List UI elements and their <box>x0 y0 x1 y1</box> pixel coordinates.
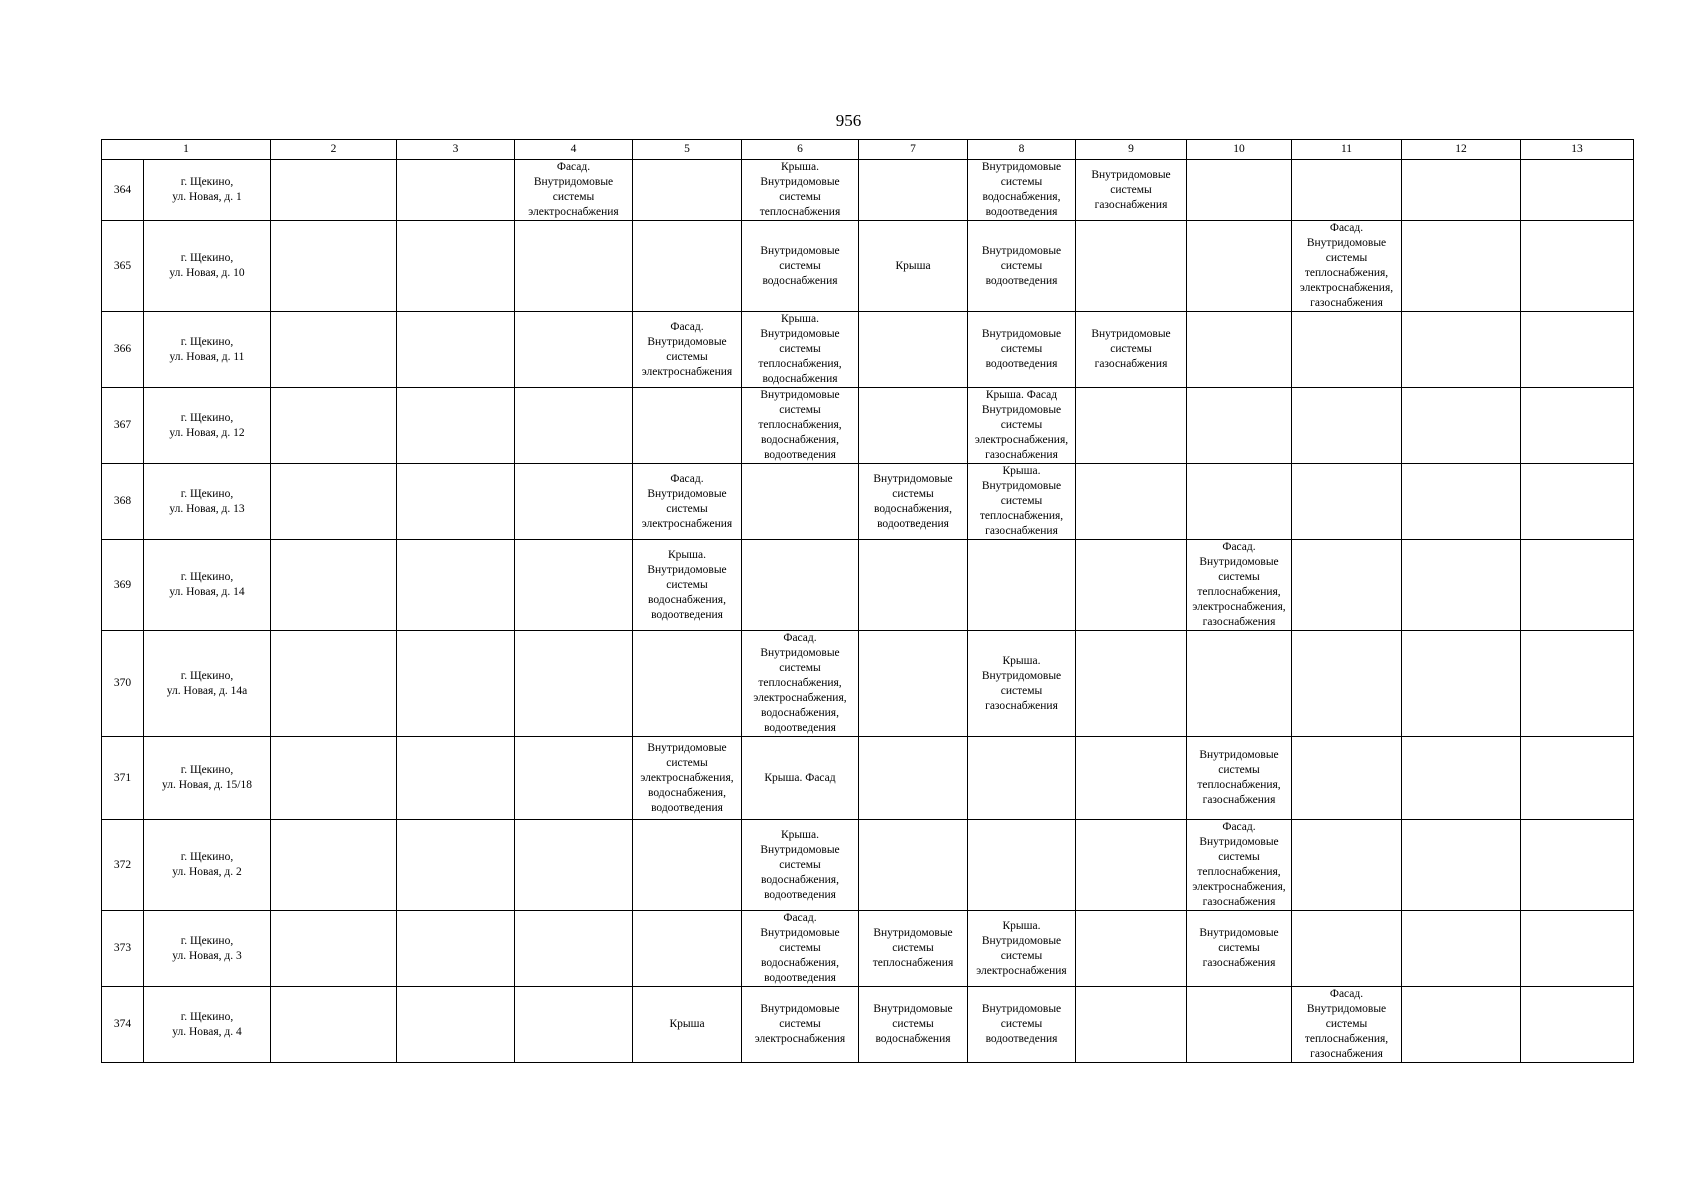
work-text: Внутридомовые системы газоснабжения <box>1091 168 1171 211</box>
work-cell-col-6 <box>742 540 859 631</box>
work-cell-col-4 <box>515 987 633 1063</box>
table-row <box>102 987 1634 1063</box>
work-cell-col-10 <box>1187 388 1292 464</box>
work-cell-col-3 <box>397 987 515 1063</box>
work-cell-col-6 <box>742 820 859 911</box>
work-cell-col-5 <box>633 911 742 987</box>
address-cell <box>144 312 271 388</box>
work-text: Фасад. Внутридомовые системы теплоснабжения, электроснабжения, газоснабжения <box>1299 222 1394 309</box>
column-header-12: 12 <box>1402 140 1521 160</box>
work-cell-col-10 <box>1187 911 1292 987</box>
work-cell-col-12 <box>1402 631 1521 737</box>
work-cell-col-9 <box>1076 312 1187 388</box>
column-header-4: 4 <box>515 140 633 160</box>
work-cell-col-7 <box>859 911 968 987</box>
work-text: Фасад. Внутридомовые системы теплоснабжения, электроснабжения, газоснабжения <box>1192 541 1286 628</box>
work-text: Внутридомовые системы водоснабжения <box>873 1003 953 1045</box>
work-cell-col-13 <box>1521 312 1634 388</box>
work-cell-col-12 <box>1402 737 1521 820</box>
table-row <box>102 388 1634 464</box>
work-cell-col-11 <box>1292 464 1402 540</box>
work-cell-col-9 <box>1076 160 1187 221</box>
work-text: Крыша. Фасад Внутридомовые системы электроснабжения, газоснабжения <box>974 389 1069 461</box>
work-text: Крыша. Внутридомовые системы газоснабжения <box>981 654 1062 712</box>
work-text: Внутридомовые системы водоотведения <box>981 244 1062 287</box>
address-cell <box>144 911 271 987</box>
work-cell-col-13 <box>1521 987 1634 1063</box>
work-cell-col-8 <box>968 312 1076 388</box>
work-cell-col-12 <box>1402 540 1521 631</box>
work-cell-col-10 <box>1187 987 1292 1063</box>
work-cell-col-9 <box>1076 820 1187 911</box>
row-number: 368 <box>102 464 144 540</box>
work-text: Фасад. Внутридомовые системы электроснабжения <box>528 161 619 218</box>
column-header-1: 1 <box>102 140 271 160</box>
work-cell-col-13 <box>1521 820 1634 911</box>
work-cell-col-7 <box>859 987 968 1063</box>
work-text: Фасад. Внутридомовые системы электроснабжения <box>641 320 733 378</box>
work-cell-col-12 <box>1402 312 1521 388</box>
column-header-13: 13 <box>1521 140 1634 160</box>
work-cell-col-2 <box>271 737 397 820</box>
work-cell-col-4 <box>515 631 633 737</box>
work-cell-col-9 <box>1076 221 1187 312</box>
address-cell <box>144 631 271 737</box>
work-text: Внутридомовые системы газоснабжения <box>1091 328 1171 370</box>
address-cell <box>144 464 271 540</box>
table-row <box>102 312 1634 388</box>
address-text: г. Щекино, ул. Новая, д. 14а <box>166 669 248 697</box>
work-text: Внутридомовые системы водоснабжения, водоотведения <box>873 472 953 530</box>
work-cell-col-3 <box>397 820 515 911</box>
table-row <box>102 160 1634 221</box>
work-text: Крыша. Внутридомовые системы теплоснабжения, водоснабжения <box>758 313 842 385</box>
work-cell-col-5 <box>633 737 742 820</box>
work-cell-col-13 <box>1521 540 1634 631</box>
table-row <box>102 221 1634 312</box>
work-cell-col-2 <box>271 987 397 1063</box>
work-cell-col-5 <box>633 221 742 312</box>
work-cell-col-13 <box>1521 221 1634 312</box>
work-cell-col-2 <box>271 464 397 540</box>
work-cell-col-12 <box>1402 160 1521 221</box>
work-cell-col-11 <box>1292 221 1402 312</box>
row-number: 367 <box>102 388 144 464</box>
table-row <box>102 820 1634 911</box>
work-cell-col-7 <box>859 160 968 221</box>
work-text: Фасад. Внутридомовые системы теплоснабжения, газоснабжения <box>1304 988 1389 1060</box>
address-text: г. Щекино, ул. Новая, д. 11 <box>169 335 245 363</box>
work-cell-col-13 <box>1521 464 1634 540</box>
work-cell-col-5 <box>633 987 742 1063</box>
work-cell-col-11 <box>1292 160 1402 221</box>
work-cell-col-6 <box>742 737 859 820</box>
work-cell-col-6 <box>742 312 859 388</box>
work-cell-col-11 <box>1292 631 1402 737</box>
row-number: 364 <box>102 160 144 221</box>
work-cell-col-7 <box>859 312 968 388</box>
work-cell-col-4 <box>515 820 633 911</box>
work-text: Внутридомовые системы электроснабжения <box>754 1003 846 1045</box>
work-cell-col-10 <box>1187 631 1292 737</box>
row-number: 374 <box>102 987 144 1063</box>
work-cell-col-5 <box>633 160 742 221</box>
work-cell-col-8 <box>968 221 1076 312</box>
work-text: Фасад. Внутридомовые системы теплоснабжения, электроснабжения, водоснабжения, водоотведения <box>753 632 847 734</box>
column-header-9: 9 <box>1076 140 1187 160</box>
work-cell-col-3 <box>397 388 515 464</box>
column-header-6: 6 <box>742 140 859 160</box>
work-cell-col-5 <box>633 631 742 737</box>
work-cell-col-5 <box>633 388 742 464</box>
work-cell-col-13 <box>1521 388 1634 464</box>
work-text: Фасад. Внутридомовые системы теплоснабжения, электроснабжения, газоснабжения <box>1192 821 1286 908</box>
work-text: Крыша. Внутридомовые системы водоснабжения, водоотведения <box>647 548 727 621</box>
work-cell-col-3 <box>397 911 515 987</box>
work-cell-col-8 <box>968 540 1076 631</box>
work-cell-col-13 <box>1521 911 1634 987</box>
work-cell-col-9 <box>1076 987 1187 1063</box>
address-cell <box>144 987 271 1063</box>
work-cell-col-4 <box>515 540 633 631</box>
address-text: г. Щекино, ул. Новая, д. 1 <box>172 176 242 203</box>
work-cell-col-3 <box>397 540 515 631</box>
repair-schedule-table <box>101 139 1634 1063</box>
work-cell-col-10 <box>1187 737 1292 820</box>
work-cell-col-2 <box>271 312 397 388</box>
work-cell-col-11 <box>1292 820 1402 911</box>
column-header-3: 3 <box>397 140 515 160</box>
work-cell-col-12 <box>1402 911 1521 987</box>
table-body <box>102 160 1634 1063</box>
work-cell-col-2 <box>271 631 397 737</box>
work-cell-col-8 <box>968 820 1076 911</box>
work-text: Внутридомовые системы теплоснабжения, газоснабжения <box>1197 749 1281 806</box>
column-header-5: 5 <box>633 140 742 160</box>
work-cell-col-7 <box>859 388 968 464</box>
work-cell-col-7 <box>859 737 968 820</box>
work-cell-col-10 <box>1187 160 1292 221</box>
work-cell-col-12 <box>1402 388 1521 464</box>
work-cell-col-3 <box>397 631 515 737</box>
work-cell-col-3 <box>397 464 515 540</box>
row-number: 373 <box>102 911 144 987</box>
work-cell-col-8 <box>968 388 1076 464</box>
work-text: Внутридомовые системы электроснабжения, водоснабжения, водоотведения <box>640 741 734 814</box>
work-cell-col-7 <box>859 221 968 312</box>
work-cell-col-13 <box>1521 737 1634 820</box>
row-number: 366 <box>102 312 144 388</box>
work-cell-col-13 <box>1521 160 1634 221</box>
work-cell-col-10 <box>1187 820 1292 911</box>
work-cell-col-7 <box>859 540 968 631</box>
work-cell-col-8 <box>968 160 1076 221</box>
column-header-7: 7 <box>859 140 968 160</box>
work-cell-col-4 <box>515 312 633 388</box>
work-cell-col-6 <box>742 911 859 987</box>
work-cell-col-8 <box>968 464 1076 540</box>
work-cell-col-8 <box>968 737 1076 820</box>
work-text: Внутридомовые системы водоснабжения <box>760 244 840 287</box>
work-text: Крыша <box>895 259 931 272</box>
address-cell <box>144 820 271 911</box>
work-text: Фасад. Внутридомовые системы водоснабжения, водоотведения <box>760 912 840 984</box>
work-cell-col-10 <box>1187 464 1292 540</box>
work-cell-col-2 <box>271 911 397 987</box>
work-cell-col-2 <box>271 221 397 312</box>
address-text: г. Щекино, ул. Новая, д. 3 <box>172 934 242 962</box>
column-header-10: 10 <box>1187 140 1292 160</box>
address-text: г. Щекино, ул. Новая, д. 4 <box>172 1010 242 1038</box>
work-cell-col-3 <box>397 160 515 221</box>
column-header-8: 8 <box>968 140 1076 160</box>
address-cell <box>144 540 271 631</box>
row-number: 370 <box>102 631 144 737</box>
column-header-11: 11 <box>1292 140 1402 160</box>
work-cell-col-9 <box>1076 540 1187 631</box>
work-cell-col-9 <box>1076 464 1187 540</box>
work-cell-col-5 <box>633 540 742 631</box>
work-cell-col-8 <box>968 987 1076 1063</box>
row-number: 372 <box>102 820 144 911</box>
work-cell-col-8 <box>968 631 1076 737</box>
work-cell-col-6 <box>742 388 859 464</box>
work-cell-col-9 <box>1076 631 1187 737</box>
work-text: Крыша. Внутридомовые системы теплоснабжения <box>759 161 841 218</box>
work-cell-col-4 <box>515 464 633 540</box>
work-cell-col-4 <box>515 160 633 221</box>
work-cell-col-3 <box>397 737 515 820</box>
work-cell-col-11 <box>1292 987 1402 1063</box>
work-cell-col-3 <box>397 312 515 388</box>
work-cell-col-2 <box>271 540 397 631</box>
work-cell-col-6 <box>742 987 859 1063</box>
work-cell-col-6 <box>742 221 859 312</box>
work-text: Крыша. Внутридомовые системы водоснабжения, водоотведения <box>760 828 840 901</box>
work-cell-col-11 <box>1292 737 1402 820</box>
work-text: Крыша. Внутридомовые системы теплоснабжения, газоснабжения <box>979 465 1064 537</box>
address-text: г. Щекино, ул. Новая, д. 13 <box>169 487 245 515</box>
work-cell-col-12 <box>1402 820 1521 911</box>
address-text: г. Щекино, ул. Новая, д. 14 <box>169 571 245 598</box>
work-cell-col-6 <box>742 631 859 737</box>
work-cell-col-7 <box>859 820 968 911</box>
row-number: 365 <box>102 221 144 312</box>
row-number: 371 <box>102 737 144 820</box>
work-cell-col-2 <box>271 160 397 221</box>
work-cell-col-5 <box>633 464 742 540</box>
table-row <box>102 464 1634 540</box>
work-text: Крыша. Фасад <box>764 771 836 784</box>
work-cell-col-4 <box>515 388 633 464</box>
column-header-2: 2 <box>271 140 397 160</box>
work-cell-col-11 <box>1292 540 1402 631</box>
work-cell-col-5 <box>633 820 742 911</box>
work-cell-col-7 <box>859 631 968 737</box>
table-row <box>102 631 1634 737</box>
work-text: Внутридомовые системы газоснабжения <box>1199 927 1279 969</box>
work-cell-col-10 <box>1187 540 1292 631</box>
work-cell-col-10 <box>1187 312 1292 388</box>
work-cell-col-13 <box>1521 631 1634 737</box>
work-cell-col-6 <box>742 160 859 221</box>
work-cell-col-10 <box>1187 221 1292 312</box>
work-cell-col-3 <box>397 221 515 312</box>
work-text: Внутридомовые системы водоотведения <box>981 1003 1062 1045</box>
table-row <box>102 540 1634 631</box>
work-cell-col-2 <box>271 388 397 464</box>
work-cell-col-8 <box>968 911 1076 987</box>
work-cell-col-4 <box>515 911 633 987</box>
work-cell-col-9 <box>1076 911 1187 987</box>
work-text: Внутридомовые системы теплоснабжения, водоснабжения, водоотведения <box>758 389 842 461</box>
work-cell-col-12 <box>1402 987 1521 1063</box>
work-text: Крыша <box>669 1018 705 1030</box>
row-number: 369 <box>102 540 144 631</box>
work-cell-col-6 <box>742 464 859 540</box>
work-cell-col-4 <box>515 737 633 820</box>
work-cell-col-2 <box>271 820 397 911</box>
address-cell <box>144 160 271 221</box>
page-number: 956 <box>835 111 862 130</box>
work-text: Фасад. Внутридомовые системы электроснабжения <box>641 472 733 530</box>
work-text: Внутридомовые системы теплоснабжения <box>872 927 954 969</box>
work-cell-col-12 <box>1402 221 1521 312</box>
header-row <box>102 140 1634 160</box>
work-cell-col-5 <box>633 312 742 388</box>
work-cell-col-9 <box>1076 388 1187 464</box>
work-cell-col-11 <box>1292 911 1402 987</box>
work-cell-col-11 <box>1292 388 1402 464</box>
work-text: Внутридомовые системы водоотведения <box>981 328 1062 370</box>
work-text: Крыша. Внутридомовые системы электроснабжения <box>976 919 1067 977</box>
table-row <box>102 737 1634 820</box>
work-cell-col-7 <box>859 464 968 540</box>
address-text: г. Щекино, ул. Новая, д. 10 <box>169 252 245 279</box>
work-cell-col-11 <box>1292 312 1402 388</box>
address-text: г. Щекино, ул. Новая, д. 12 <box>169 411 245 439</box>
work-text: Внутридомовые системы водоснабжения, водоотведения <box>981 161 1062 218</box>
address-text: г. Щекино, ул. Новая, д. 15/18 <box>161 764 252 791</box>
address-cell <box>144 737 271 820</box>
work-cell-col-4 <box>515 221 633 312</box>
address-cell <box>144 221 271 312</box>
work-cell-col-12 <box>1402 464 1521 540</box>
address-text: г. Щекино, ул. Новая, д. 2 <box>172 851 242 878</box>
address-cell <box>144 388 271 464</box>
table-row <box>102 911 1634 987</box>
work-cell-col-9 <box>1076 737 1187 820</box>
